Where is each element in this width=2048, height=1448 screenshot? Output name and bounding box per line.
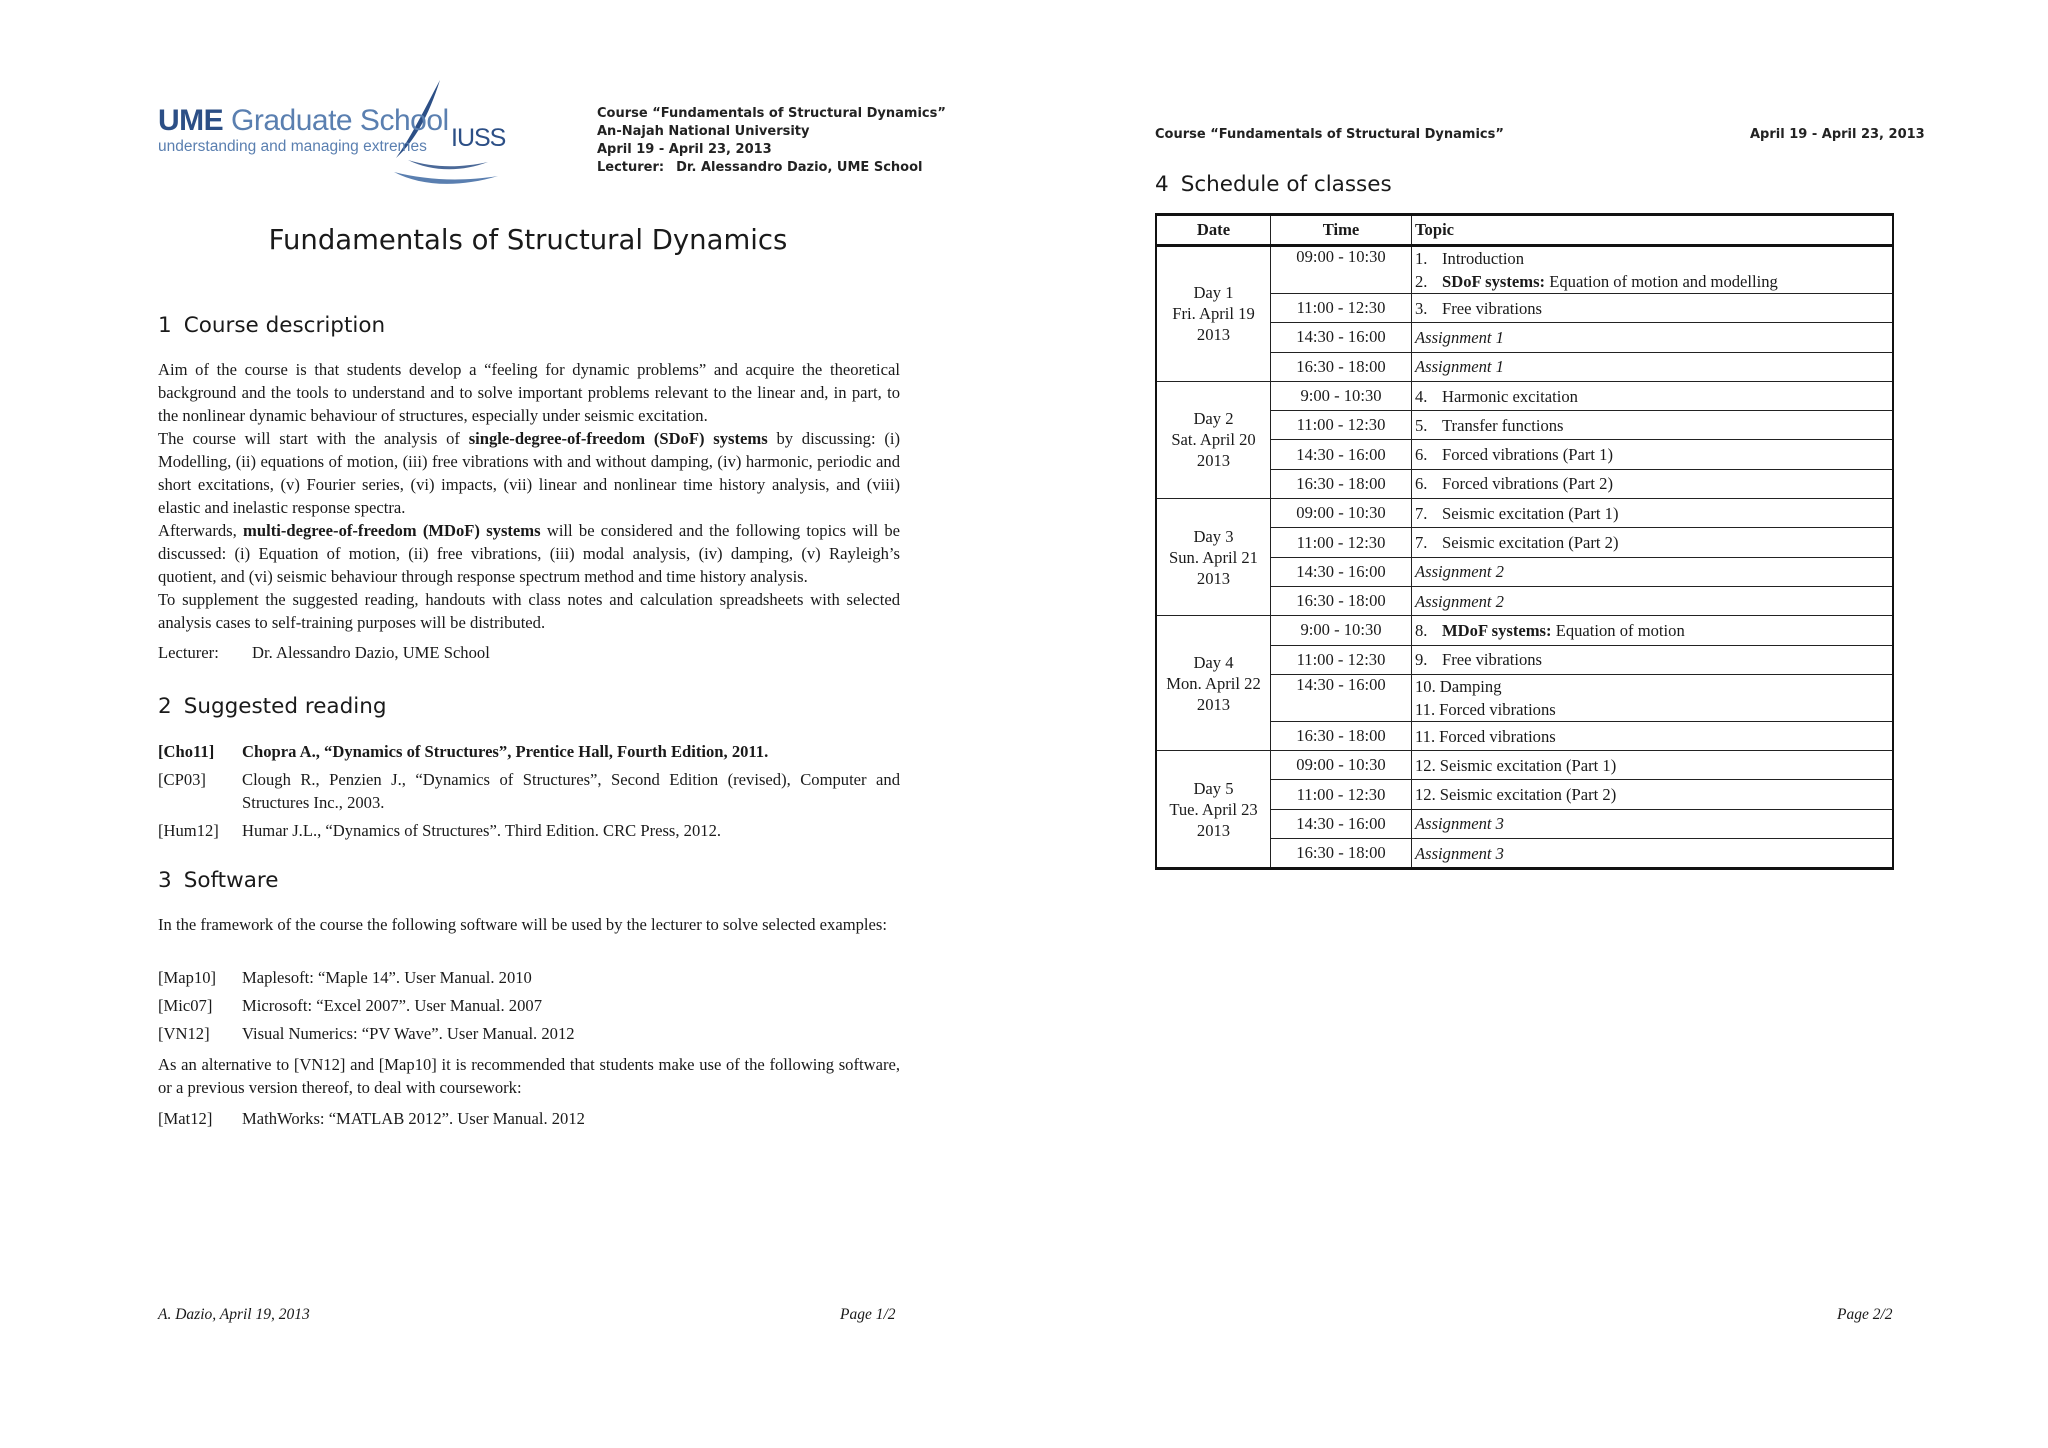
software-list (158, 966, 900, 1050)
reading-list (158, 740, 900, 847)
lecturer-name: Dr. Alessandro Dazio, UME School (252, 643, 490, 662)
ref-text: Visual Numerics: “PV Wave”. User Manual. 2012 (242, 1024, 575, 1043)
section-number: 3 (158, 868, 172, 893)
ref-key: [CP03] (158, 770, 206, 789)
ref-key: [VN12] (158, 1024, 210, 1043)
topic-cell: Assignment 2 (1412, 557, 1894, 586)
topic-line (1415, 619, 1889, 642)
software-ref (158, 966, 900, 989)
topic-line (1415, 698, 1889, 721)
ref-text: Maplesoft: “Maple 14”. User Manual. 2010 (242, 968, 532, 987)
header-lecturer-name: Dr. Alessandro Dazio, UME School (676, 160, 923, 175)
footer-page-number: Page 1/2 (840, 1306, 896, 1323)
column-header-time: Time (1271, 215, 1412, 246)
topic-bold-label: SDoF systems: (1442, 272, 1546, 291)
schedule-table (1155, 213, 1894, 870)
topic-text: Damping (1439, 676, 1502, 696)
ref-key: [Hum12] (158, 821, 219, 840)
topic-cell (1412, 440, 1894, 469)
day-cell (1156, 246, 1271, 382)
time-cell: 11:00 - 12:30 (1271, 528, 1412, 557)
day-date: Mon. April 22 (1166, 673, 1261, 693)
day-year: 2013 (1196, 325, 1231, 345)
section-number: 4 (1155, 172, 1169, 197)
day-year: 2013 (1196, 451, 1231, 471)
description-paragraph-4: To supplement the suggested reading, handouts with class notes and calculation spreadsheets with selected analysis cases to self-training purposes will be distributed. (158, 590, 900, 632)
reading-ref (158, 740, 900, 763)
software-ref (158, 994, 900, 1017)
topic-number: 7. (1415, 503, 1428, 523)
topic-number: 5. (1415, 415, 1428, 435)
section-heading-software (158, 868, 278, 893)
section-number: 2 (158, 694, 172, 719)
time-cell: 9:00 - 10:30 (1271, 381, 1412, 410)
topic-number: 3. (1415, 298, 1428, 318)
schedule-row (1156, 499, 1893, 528)
topic-line (1415, 783, 1889, 806)
topic-number: 8. (1415, 620, 1428, 640)
lecturer-label: Lecturer: (158, 643, 219, 662)
time-cell: 11:00 - 12:30 (1271, 294, 1412, 323)
topic-number: 10. (1415, 676, 1436, 696)
topic-line (1415, 648, 1889, 671)
topic-cell: Assignment 2 (1412, 586, 1894, 615)
day-date: Sat. April 20 (1171, 430, 1256, 450)
topic-text: Free vibrations (1442, 298, 1543, 318)
description-p3-bold: multi-degree-of-freedom (MDoF) systems (243, 521, 541, 540)
description-p3-post: will be considered and the following topics will be discussed: (i) Equation of motion, (ii) free vibrations, (iii) modal analysis, (iv) damping, (v) Rayleigh’s quotient, and (vi) seismic behaviour through response spectrum method and time history analysis. (158, 521, 900, 586)
time-cell: 09:00 - 10:30 (1271, 499, 1412, 528)
day-day: Day 5 (1193, 778, 1234, 798)
time-cell: 14:30 - 16:00 (1271, 809, 1412, 838)
topic-cell (1412, 469, 1894, 498)
document-title: Fundamentals of Structural Dynamics (268, 224, 788, 256)
section-title: Software (183, 868, 279, 893)
column-header-date: Date (1156, 215, 1271, 246)
topic-cell (1412, 294, 1894, 323)
description-p2-bold: single-degree-of-freedom (SDoF) systems (468, 429, 768, 448)
day-cell (1156, 499, 1271, 616)
software-alternative-text: As an alternative to [VN12] and [Map10] it is recommended that students make use of the following software, or a previous version thereof, to deal with coursework: (158, 1055, 900, 1097)
software-alt-list (158, 1107, 900, 1135)
topic-number: 12. (1415, 755, 1436, 775)
topic-line (1415, 725, 1889, 748)
topic-bold-label: MDoF systems: (1442, 620, 1552, 640)
logo-tagline: understanding and managing extremes (158, 138, 427, 155)
ume-iuss-logo (158, 76, 508, 188)
day-year: 2013 (1196, 568, 1231, 588)
software-ref (158, 1107, 900, 1130)
day-year: 2013 (1196, 694, 1231, 714)
day-date: Tue. April 23 (1169, 799, 1258, 819)
day-cell (1156, 381, 1271, 498)
topic-cell: Assignment 1 (1412, 323, 1894, 352)
topic-cell (1412, 616, 1894, 645)
ref-text: Microsoft: “Excel 2007”. User Manual. 2007 (242, 996, 542, 1015)
topic-cell (1412, 674, 1894, 721)
time-cell: 14:30 - 16:00 (1271, 440, 1412, 469)
schedule-row (1156, 246, 1893, 294)
time-cell: 16:30 - 18:00 (1271, 586, 1412, 615)
section-number: 1 (158, 313, 172, 338)
header-course: Course “Fundamentals of Structural Dynamics” (597, 106, 946, 121)
topic-text: Forced vibrations (1439, 699, 1556, 719)
topic-line (1415, 531, 1889, 554)
topic-line (1415, 385, 1889, 408)
section-heading-course-description (158, 313, 385, 338)
schedule-header-row (1156, 215, 1893, 246)
topic-cell (1412, 246, 1894, 294)
topic-line (1415, 414, 1889, 437)
topic-number: 2. (1415, 272, 1428, 291)
header-university: An-Najah National University (597, 124, 810, 139)
time-cell: 16:30 - 18:00 (1271, 839, 1412, 869)
logo-ume-text: UME (158, 104, 224, 137)
topic-number: 12. (1415, 785, 1436, 805)
topic-cell: Assignment 3 (1412, 809, 1894, 838)
section-title: Schedule of classes (1180, 172, 1392, 197)
topic-cell (1412, 721, 1894, 750)
time-cell: 09:00 - 10:30 (1271, 246, 1412, 294)
topic-text: Transfer functions (1442, 415, 1564, 435)
time-cell: 16:30 - 18:00 (1271, 721, 1412, 750)
ref-key: [Mic07] (158, 996, 213, 1015)
topic-number: 11. (1415, 726, 1436, 746)
topic-text: Forced vibrations (1439, 726, 1556, 746)
footer-author: A. Dazio, April 19, 2013 (158, 1306, 310, 1323)
description-paragraph-3 (158, 519, 900, 588)
reading-ref (158, 768, 900, 814)
running-header-course: Course “Fundamentals of Structural Dynamics” (1155, 127, 1504, 142)
header-dates: April 19 - April 23, 2013 (597, 142, 772, 157)
description-p2-pre: The course will start with the analysis of (158, 429, 469, 448)
time-cell: 14:30 - 16:00 (1271, 323, 1412, 352)
schedule-row (1156, 616, 1893, 645)
topic-cell (1412, 751, 1894, 780)
section-title: Course description (183, 313, 386, 338)
day-cell (1156, 616, 1271, 751)
topic-line (1415, 443, 1889, 466)
section-heading-suggested-reading (158, 694, 387, 719)
ref-text: Clough R., Penzien J., “Dynamics of Structures”, Second Edition (revised), Computer and Structures Inc., 2003. (242, 770, 900, 812)
topic-cell (1412, 499, 1894, 528)
ref-text: Chopra A., “Dynamics of Structures”, Prentice Hall, Fourth Edition, 2011. (242, 742, 769, 761)
topic-text: Forced vibrations (Part 1) (1442, 445, 1613, 465)
time-cell: 11:00 - 12:30 (1271, 645, 1412, 674)
logo-iuss-text: IUSS (451, 124, 506, 152)
column-header-topic: Topic (1412, 215, 1894, 246)
ref-text: MathWorks: “MATLAB 2012”. User Manual. 2012 (242, 1109, 585, 1128)
topic-text: Free vibrations (1442, 650, 1543, 670)
day-date: Fri. April 19 (1172, 304, 1255, 324)
topic-text: Harmonic excitation (1442, 386, 1578, 406)
topic-number: 6. (1415, 445, 1428, 465)
topic-cell (1412, 645, 1894, 674)
topic-number: 9. (1415, 650, 1428, 670)
schedule-body (1156, 246, 1893, 869)
topic-text: Seismic excitation (Part 1) (1439, 755, 1617, 775)
ref-text: Humar J.L., “Dynamics of Structures”. Third Edition. CRC Press, 2012. (242, 821, 722, 840)
time-cell: 16:30 - 18:00 (1271, 352, 1412, 381)
topic-text: Introduction (1442, 249, 1525, 268)
topic-text: Seismic excitation (Part 1) (1442, 503, 1619, 523)
topic-text: Seismic excitation (Part 2) (1442, 533, 1619, 553)
time-cell: 9:00 - 10:30 (1271, 616, 1412, 645)
topic-cell: Assignment 1 (1412, 352, 1894, 381)
description-paragraph-1: Aim of the course is that students develop a “feeling for dynamic problems” and acquire the theoretical background and the tools to understand and to solve important problems relevant to the linear and, in part, to the nonlinear dynamic behaviour of structures, especially under seismic excitation. (158, 360, 900, 425)
topic-line (1415, 297, 1889, 320)
reading-ref (158, 819, 900, 842)
topic-number: 7. (1415, 533, 1428, 553)
topic-line (1415, 472, 1889, 495)
section-title: Suggested reading (183, 694, 387, 719)
day-day: Day 1 (1193, 283, 1234, 303)
time-cell: 14:30 - 16:00 (1271, 674, 1412, 721)
logo-graduate-text: Graduate School (231, 104, 449, 137)
software-intro (158, 913, 900, 936)
topic-cell (1412, 411, 1894, 440)
topic-number: 1. (1415, 249, 1428, 268)
day-date: Sun. April 21 (1169, 547, 1258, 567)
ref-key: [Cho11] (158, 742, 215, 761)
time-cell: 16:30 - 18:00 (1271, 469, 1412, 498)
schedule-row (1156, 751, 1893, 780)
software-ref (158, 1022, 900, 1045)
course-description-text (158, 358, 900, 634)
schedule-row (1156, 381, 1893, 410)
day-day: Day 2 (1193, 409, 1234, 429)
description-p2-post: by discussing: (i) Modelling, (ii) equations of motion, (iii) free vibrations with and without damping, (iv) harmonic, periodic and short excitations, (v) Fourier series, (vi) impacts, (vii) linear and nonlinear time history analysis, and (viii) elastic and inelastic response spectra. (158, 429, 900, 517)
topic-number: 11. (1415, 699, 1436, 719)
description-p3-pre: Afterwards, (158, 521, 244, 540)
header-lecturer-label: Lecturer: (597, 160, 665, 175)
time-cell: 14:30 - 16:00 (1271, 557, 1412, 586)
day-year: 2013 (1196, 820, 1231, 840)
ref-key: [Map10] (158, 968, 217, 987)
time-cell: 11:00 - 12:30 (1271, 411, 1412, 440)
topic-line (1415, 675, 1889, 698)
running-header-dates: April 19 - April 23, 2013 (1750, 127, 1925, 142)
topic-line (1415, 502, 1889, 525)
topic-text: Forced vibrations (Part 2) (1442, 474, 1613, 494)
software-intro-text: In the framework of the course the following software will be used by the lecturer to solve selected examples: (158, 915, 887, 934)
topic-line (1415, 754, 1889, 777)
description-paragraph-2 (158, 427, 900, 519)
header-lecturer (597, 159, 946, 177)
topic-cell (1412, 528, 1894, 557)
ref-key: [Mat12] (158, 1109, 213, 1128)
topic-cell (1412, 780, 1894, 809)
topic-text: Equation of motion and modelling (1549, 272, 1778, 291)
topic-number: 4. (1415, 386, 1428, 406)
lecturer-line (158, 643, 490, 663)
topic-number: 6. (1415, 474, 1428, 494)
section-heading-schedule (1155, 172, 1392, 197)
footer-page-number: Page 2/2 (1837, 1306, 1893, 1323)
course-header-block (597, 105, 946, 177)
topic-text: Seismic excitation (Part 2) (1439, 785, 1617, 805)
software-alternative (158, 1053, 900, 1099)
time-cell: 11:00 - 12:30 (1271, 780, 1412, 809)
day-cell (1156, 751, 1271, 869)
day-day: Day 3 (1193, 526, 1234, 546)
topic-line (1415, 270, 1889, 293)
topic-line (1415, 247, 1889, 270)
day-day: Day 4 (1193, 652, 1234, 672)
topic-text: Equation of motion (1555, 620, 1685, 640)
topic-cell: Assignment 3 (1412, 839, 1894, 869)
time-cell: 09:00 - 10:30 (1271, 751, 1412, 780)
topic-cell (1412, 381, 1894, 410)
